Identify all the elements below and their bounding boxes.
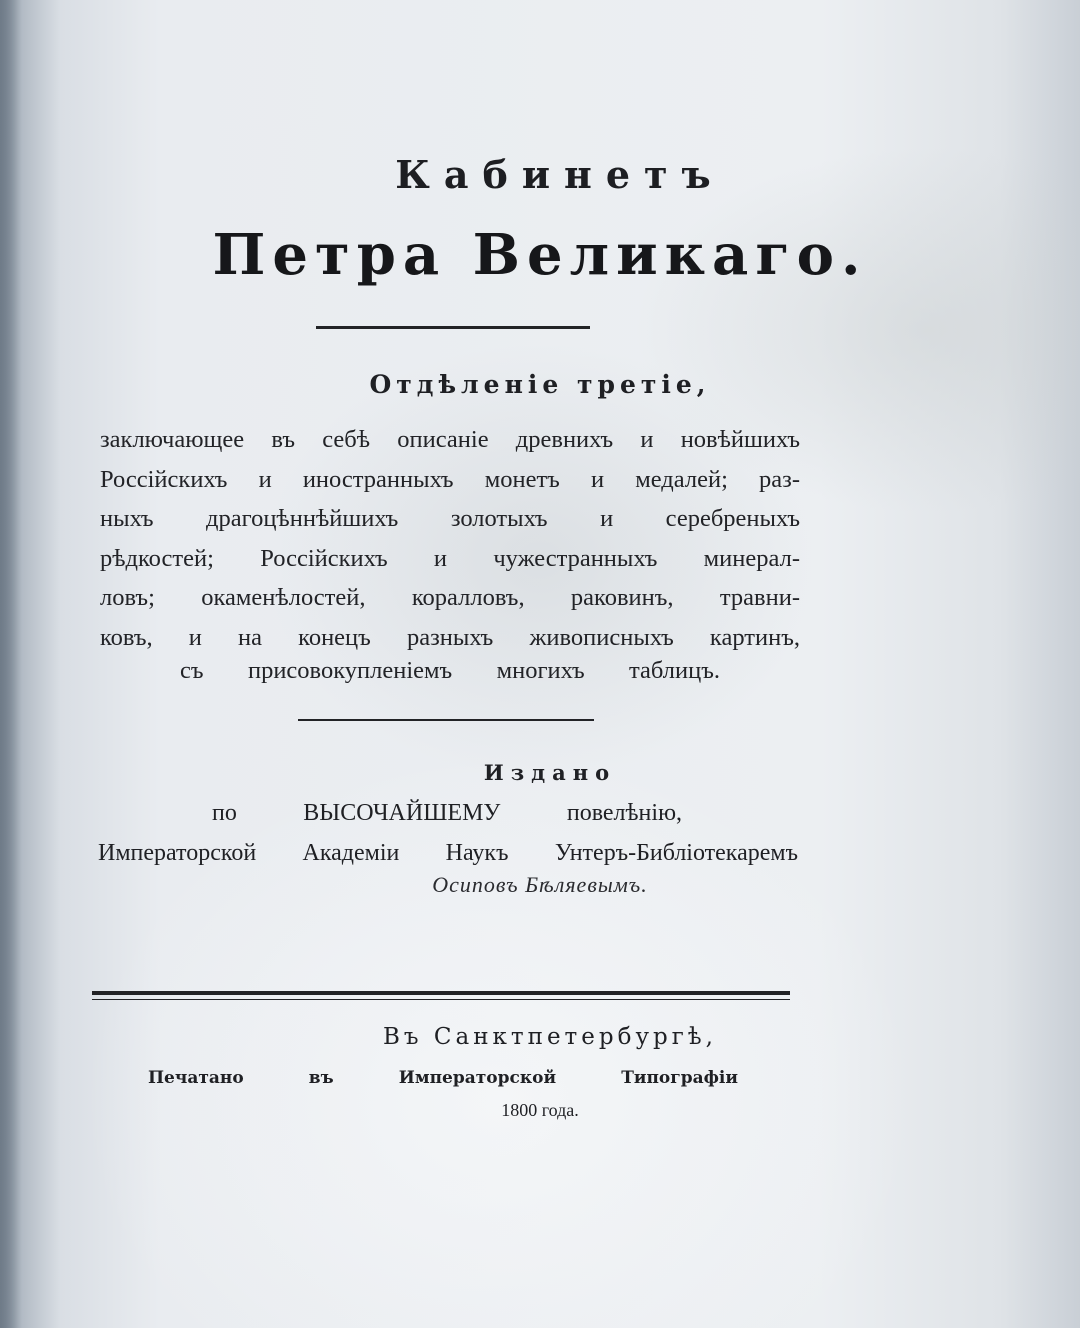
academy-line: Императорской Академіи Наукъ Унтеръ-Библіотекаремъ: [98, 840, 798, 866]
divider-rule-2: [298, 719, 594, 721]
double-rule-thick: [92, 991, 790, 995]
description-paragraph: [100, 420, 800, 657]
divider-rule-1: [316, 326, 590, 329]
section-heading: Отдѣленіе третіе,: [369, 370, 711, 399]
by-order-line: по ВЫСОЧАЙШЕМУ повелѣнію,: [212, 800, 682, 826]
double-rule-thin: [92, 999, 790, 1000]
description-line: ловъ; окаменѣлостей, коралловъ, раковинъ, травни-: [100, 584, 800, 611]
description-line: заключающее въ себѣ описаніе древнихъ и новѣйшихъ: [100, 426, 800, 453]
description-last-line: съ присовокупленіемъ многихъ таблицъ.: [180, 657, 720, 684]
description-line: рѣдкостей; Россійскихъ и чужестранныхъ минерал-: [100, 544, 800, 572]
description-line: ковъ, и на конецъ разныхъ живописныхъ картинъ,: [100, 623, 800, 651]
title-line-2: Петра Великаго.: [212, 222, 868, 288]
page-spine-shadow: [0, 0, 22, 1328]
description-line: Россійскихъ и иностранныхъ монетъ и медалей; раз-: [100, 465, 800, 493]
issued-heading: Издано: [483, 760, 617, 785]
imprint-year: 1800 года.: [501, 1100, 579, 1120]
description-line: ныхъ драгоцѣннѣйшихъ золотыхъ и серебреныхъ: [100, 505, 800, 532]
imprint-city: Въ Санктпетербургѣ,: [383, 1024, 717, 1050]
author-name: Осиповъ Бѣляевымъ.: [432, 872, 648, 897]
title-line-1: Кабинетъ: [395, 152, 725, 197]
imprint-printer: Печатано въ Императорской Типографіи: [148, 1068, 738, 1088]
